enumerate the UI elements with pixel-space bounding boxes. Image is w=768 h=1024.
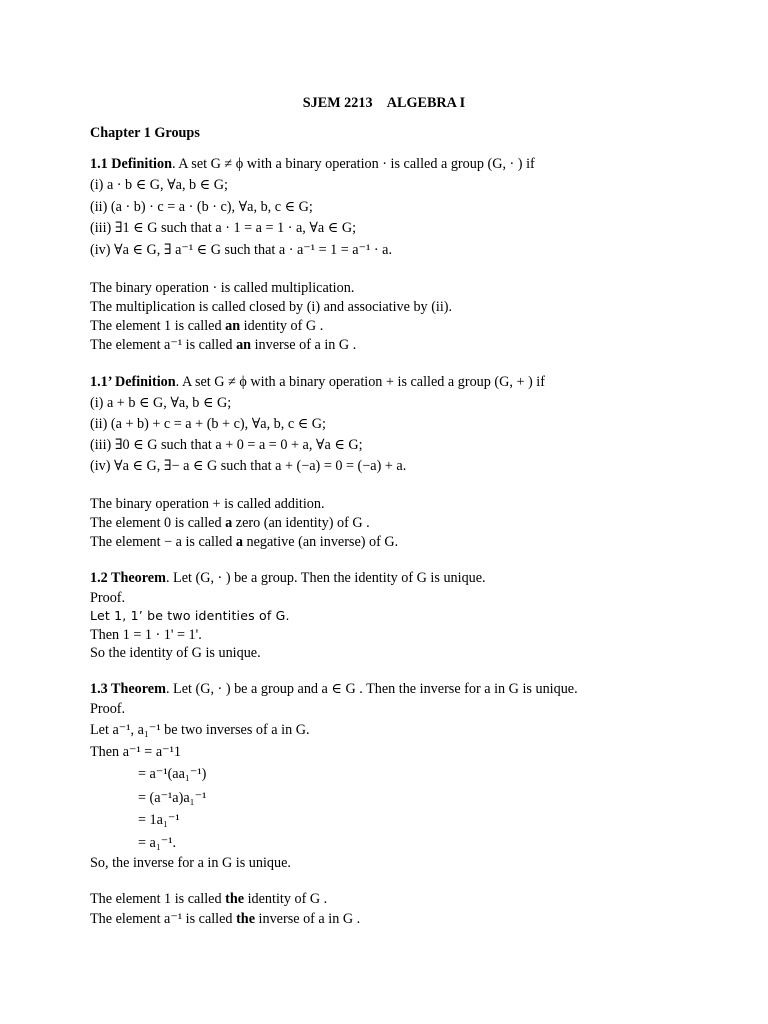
emphasis: a (235, 534, 243, 550)
course-code: SJEM 2213 (302, 95, 373, 111)
text: inverse of a in G . (251, 337, 357, 353)
definition-1-1-intro (90, 155, 535, 173)
theorem-text: . Let (G, · ) be a group and a ∈ G . Then the inverse for a in G is unique. (165, 681, 578, 697)
definition-1-1-prime-intro (90, 373, 545, 391)
axiom-iii: (iii) ∃0 ∈ G such that a + 0 = a = 0 + a, ∀a ∈ G; (90, 437, 363, 453)
emphasis: an (225, 318, 241, 334)
text: negative (an inverse) of G. (242, 534, 399, 550)
text: The element 1 is called (90, 891, 226, 907)
note-the-identity (90, 890, 327, 908)
emphasis: an (236, 337, 252, 353)
text: The element 0 is called (90, 515, 226, 531)
emphasis: a (225, 515, 233, 531)
chapter-heading: Chapter 1 Groups (90, 125, 200, 141)
axiom-iii: (iii) ∃1 ∈ G such that a · 1 = a = 1 · a, ∀a ∈ G; (90, 220, 357, 236)
axiom-ii: (ii) (a + b) + c = a + (b + c), ∀a, b, c ∈ G; (90, 416, 326, 432)
proof-line: = 1a₁⁻¹ (138, 812, 180, 828)
note-inverse (90, 336, 356, 354)
axiom-ii: (ii) (a · b) · c = a · (b · c), ∀a, b, c ∈ G; (90, 199, 313, 215)
emphasis: the (225, 891, 245, 907)
text: identity of G . (244, 891, 328, 907)
proof-label: Proof. (90, 701, 126, 717)
theorem-text: . Let (G, · ) be a group. Then the identity of G is unique. (165, 570, 486, 586)
theorem-label: 1.2 Theorem (90, 570, 166, 586)
note-multiplication: The binary operation · is called multiplication. (90, 280, 355, 296)
proof-line: Then a⁻¹ = a⁻¹1 (90, 744, 181, 760)
proof-conclusion: So, the inverse for a in G is unique. (90, 855, 291, 871)
note-zero (90, 514, 370, 532)
theorem-label: 1.3 Theorem (90, 681, 166, 697)
note-addition: The binary operation + is called addition. (90, 496, 325, 512)
proof-line: = (a⁻¹a)a₁⁻¹ (138, 790, 207, 806)
definition-text: . A set G ≠ ϕ with a binary operation + is called a group (G, + ) if (175, 374, 545, 390)
text: inverse of a in G . (255, 911, 361, 927)
proof-line: So the identity of G is unique. (90, 645, 261, 661)
text: The element a⁻¹ is called (90, 337, 237, 353)
theorem-1-2-statement (90, 569, 486, 587)
note-the-inverse (90, 910, 360, 928)
emphasis: the (236, 911, 255, 927)
text: The element 1 is called (90, 318, 226, 334)
definition-label: 1.1 Definition (90, 156, 172, 172)
text: The element a⁻¹ is called (90, 911, 237, 927)
text: zero (an identity) of G . (232, 515, 370, 531)
definition-label: 1.1’ Definition (90, 374, 176, 390)
proof-line: Let a⁻¹, a₁⁻¹ be two inverses of a in G. (90, 722, 310, 738)
definition-text: . A set G ≠ ϕ with a binary operation · is called a group (G, · ) if (171, 156, 535, 172)
axiom-iv: (iv) ∀a ∈ G, ∃− a ∈ G such that a + (−a) = 0 = (−a) + a. (90, 458, 407, 474)
axiom-i: (i) a · b ∈ G, ∀a, b ∈ G; (90, 177, 228, 193)
proof-line: = a⁻¹(aa₁⁻¹) (138, 766, 207, 782)
axiom-iv: (iv) ∀a ∈ G, ∃ a⁻¹ ∈ G such that a · a⁻¹ = 1 = a⁻¹ · a. (90, 242, 393, 258)
note-identity (90, 317, 323, 335)
text: identity of G . (240, 318, 324, 334)
proof-line: Let 1, 1’ be two identities of G. (90, 608, 290, 623)
axiom-i: (i) a + b ∈ G, ∀a, b ∈ G; (90, 395, 232, 411)
note-negative (90, 533, 398, 551)
proof-line: = a₁⁻¹. (138, 835, 177, 851)
course-subject: ALGEBRA I (386, 95, 466, 111)
proof-label: Proof. (90, 590, 126, 606)
theorem-1-3-statement (90, 680, 578, 698)
document-title (0, 94, 768, 112)
note-closed-associative: The multiplication is called closed by (i) and associative by (ii). (90, 299, 453, 315)
text: The element − a is called (90, 534, 236, 550)
proof-line: Then 1 = 1 · 1' = 1'. (90, 627, 202, 643)
